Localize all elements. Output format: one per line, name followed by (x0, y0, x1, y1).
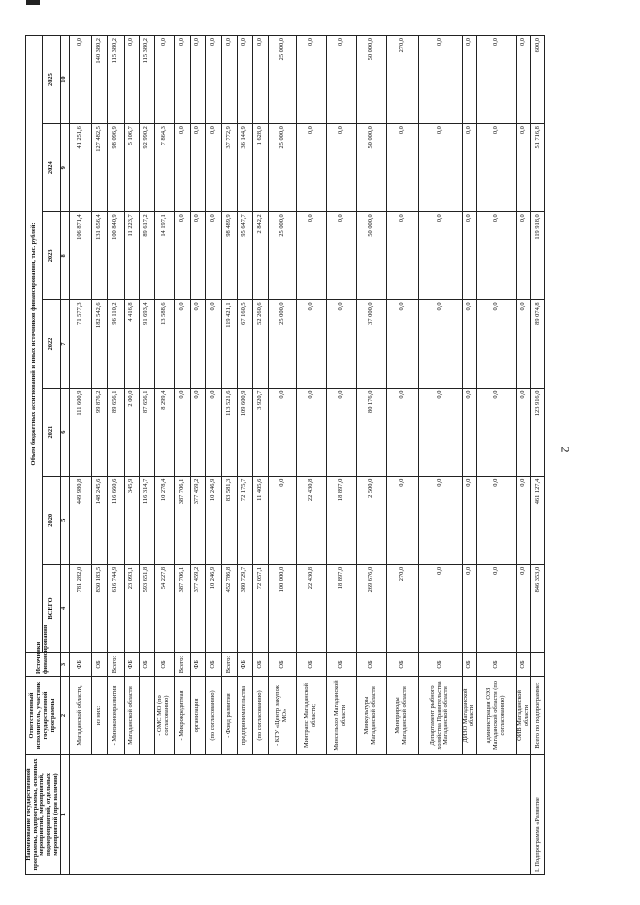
page-number: 2 (558, 446, 573, 453)
row-value: 0,0 (326, 124, 356, 212)
table-row (237, 36, 252, 875)
row-value: 72 175,7 (237, 476, 252, 564)
row-value: 71 577,3 (69, 300, 91, 388)
row-value: 0,0 (418, 388, 462, 476)
row-value: 0,0 (296, 300, 326, 388)
column-number: 6 (60, 388, 69, 476)
table-row (221, 36, 237, 875)
row-executor: ОИВ Магаданской области (517, 677, 531, 755)
subprogram-value: 89 074,8 (531, 300, 545, 388)
row-value: 0,0 (326, 388, 356, 476)
rotated-table-container (25, 35, 565, 875)
row-value: 377 459,2 (190, 564, 205, 652)
row-value: 0,0 (386, 476, 418, 564)
row-value: 830 183,5 (91, 564, 107, 652)
row-value: 54 227,8 (154, 564, 174, 652)
table-row (69, 36, 91, 875)
header-source: Источники финансирования (26, 653, 61, 677)
row-executor: - Минэкономразвития (107, 677, 124, 755)
row-value: 3 920,7 (252, 388, 268, 476)
row-value: 616 744,9 (107, 564, 124, 652)
row-source: ФБ (124, 653, 139, 677)
row-source: ОБ (268, 653, 296, 677)
table-row (517, 36, 531, 875)
row-executor: Минсельхоз Магаданской области (326, 677, 356, 755)
row-value: 18 897,0 (326, 564, 356, 652)
row-value: 0,0 (205, 388, 221, 476)
table-row (296, 36, 326, 875)
row-source: ФБ (69, 653, 91, 677)
row-value: 119 421,1 (221, 300, 237, 388)
subprogram-value: 846 353,0 (531, 564, 545, 652)
row-value: 387 706,1 (174, 564, 190, 652)
row-value: 0,0 (252, 36, 268, 124)
row-source: ОБ (326, 653, 356, 677)
row-executor: Минтрапс Магаданской области; (296, 677, 326, 755)
subprogram-value: 123 916,0 (531, 388, 545, 476)
row-value: 50 000,0 (356, 36, 386, 124)
row-value: 89 617,2 (139, 212, 154, 300)
row-value: 140 380,2 (91, 36, 107, 124)
row-value: 0,0 (517, 564, 531, 652)
row-value: 0,0 (517, 388, 531, 476)
row-value: 80 176,0 (356, 388, 386, 476)
row-value: 0,0 (124, 36, 139, 124)
scan-mark (26, 0, 40, 5)
row-value: 0,0 (69, 36, 91, 124)
row-value: 0,0 (477, 300, 517, 388)
row-value: 25 000,0 (268, 212, 296, 300)
row-value: 2 842,2 (252, 212, 268, 300)
row-value: 0,0 (462, 36, 476, 124)
table-row (124, 36, 139, 875)
row-source: ОБ (418, 653, 462, 677)
row-value: 0,0 (174, 36, 190, 124)
row-value: 37 772,9 (221, 124, 237, 212)
row-value: 377 459,2 (190, 476, 205, 564)
row-value: 2 00,0 (124, 388, 139, 476)
table-row (386, 36, 418, 875)
row-executor: Департамент рыбного хозяйства Правительства Магаданской области (418, 677, 462, 755)
row-value: 131 656,4 (91, 212, 107, 300)
row-value: 0,0 (386, 124, 418, 212)
table-row (154, 36, 174, 875)
row-source: ОБ (356, 653, 386, 677)
row-value: 0,0 (174, 388, 190, 476)
row-value: 89 656,1 (107, 388, 124, 476)
row-value: 8 299,4 (154, 388, 174, 476)
row-value: 0,0 (517, 212, 531, 300)
row-value: 452 786,8 (221, 564, 237, 652)
subprogram-value: 461 127,4 (531, 476, 545, 564)
header-year: 2020 (43, 476, 60, 564)
row-value: 115 380,2 (139, 36, 154, 124)
row-value: 0,0 (477, 388, 517, 476)
subprogram-executor: Всего по подпрограмме: (531, 677, 545, 755)
table-row (462, 36, 476, 875)
row-value: 127 482,5 (91, 124, 107, 212)
row-value: 0,0 (462, 388, 476, 476)
row-executor: предпринимательства (237, 677, 252, 755)
row-source: ОБ (205, 653, 221, 677)
row-value: 0,0 (517, 124, 531, 212)
row-value: 593 651,8 (139, 564, 154, 652)
row-value: 0,0 (477, 212, 517, 300)
row-value: 0,0 (205, 124, 221, 212)
row-value: 781 282,0 (69, 564, 91, 652)
subprogram-value: 119 918,0 (531, 212, 545, 300)
row-value: 270,0 (386, 564, 418, 652)
table-row (356, 36, 386, 875)
row-value: 0,0 (462, 300, 476, 388)
row-value: 0,0 (326, 300, 356, 388)
header-year: 2022 (43, 300, 60, 388)
row-value: 11 223,7 (124, 212, 139, 300)
row-value: 98 489,9 (221, 212, 237, 300)
subprogram-total-row (531, 36, 545, 875)
row-value: 116 314,7 (139, 476, 154, 564)
row-value: 23 093,1 (124, 564, 139, 652)
row-value: 0,0 (418, 212, 462, 300)
row-value: 83 581,3 (221, 476, 237, 564)
row-value: 0,0 (418, 124, 462, 212)
row-source: Всего: (221, 653, 237, 677)
row-value: 52 260,6 (252, 300, 268, 388)
row-value: 25 000,0 (268, 300, 296, 388)
row-source: Всего: (174, 653, 190, 677)
row-value: 0,0 (296, 212, 326, 300)
column-numbers-row (60, 36, 69, 875)
row-value: 0,0 (154, 36, 174, 124)
row-value: 2 500,0 (356, 476, 386, 564)
table-row (190, 36, 205, 875)
table-row (205, 36, 221, 875)
row-value: 0,0 (517, 36, 531, 124)
table-row (107, 36, 124, 875)
row-source: ОБ (154, 653, 174, 677)
row-source: Всего: (107, 653, 124, 677)
row-executor: Магаданской области (124, 677, 139, 755)
row-value: 0,0 (418, 36, 462, 124)
subprogram-source (531, 653, 545, 677)
row-value: 0,0 (174, 300, 190, 388)
row-value: 10 246,9 (205, 476, 221, 564)
table-row (252, 36, 268, 875)
header-executor: Ответственный исполнитель, участник государственной программы (26, 677, 61, 755)
row-executor: администрация ОЭЗ Магаданской области (по согласованию) (477, 677, 517, 755)
row-value: 14 197,1 (154, 212, 174, 300)
column-number: 4 (60, 564, 69, 652)
row-value: 0,0 (462, 124, 476, 212)
column-number: 3 (60, 653, 69, 677)
header-total: ВСЕГО (43, 564, 60, 652)
row-value: 148 245,6 (91, 476, 107, 564)
row-name-cell (69, 755, 531, 875)
row-value: 0,0 (517, 300, 531, 388)
row-executor: - КГУ «Центр закупок МО» (268, 677, 296, 755)
row-value: 0,0 (386, 212, 418, 300)
row-value: 115 380,2 (107, 36, 124, 124)
row-value: 98 096,9 (107, 124, 124, 212)
row-value: 113 521,6 (221, 388, 237, 476)
row-value: 0,0 (477, 36, 517, 124)
row-value: 106 871,4 (69, 212, 91, 300)
row-value: 0,0 (221, 36, 237, 124)
row-executor: - Микрокредитная (174, 677, 190, 755)
row-executor: Минприроды Магаданской области (386, 677, 418, 755)
row-value: 0,0 (462, 564, 476, 652)
row-executor (139, 677, 154, 755)
row-value: 269 676,0 (356, 564, 386, 652)
row-source: ОБ (386, 653, 418, 677)
row-value: 0,0 (326, 212, 356, 300)
row-source: ОБ (517, 653, 531, 677)
row-value: 109 600,9 (237, 388, 252, 476)
row-value: 0,0 (205, 212, 221, 300)
table-row (326, 36, 356, 875)
row-value: 387 706,1 (174, 476, 190, 564)
row-value: 72 057,1 (252, 564, 268, 652)
row-value: 0,0 (268, 388, 296, 476)
row-executor: - Фонд развития (221, 677, 237, 755)
column-number: 2 (60, 677, 69, 755)
column-number: 7 (60, 300, 69, 388)
row-source: ОБ (252, 653, 268, 677)
row-value: 67 160,5 (237, 300, 252, 388)
row-value: 0,0 (517, 476, 531, 564)
row-value: 0,0 (205, 36, 221, 124)
row-executor: (по согласованию) (205, 677, 221, 755)
table-row (477, 36, 517, 875)
row-value: 37 000,0 (356, 300, 386, 388)
row-value: 0,0 (190, 388, 205, 476)
row-value: 0,0 (462, 212, 476, 300)
row-value: 4 416,8 (124, 300, 139, 388)
table-row (418, 36, 462, 875)
header-year: 2021 (43, 388, 60, 476)
row-value: 7 864,3 (154, 124, 174, 212)
row-value: 0,0 (386, 300, 418, 388)
row-value: 1 628,0 (252, 124, 268, 212)
row-value: 0,0 (205, 300, 221, 388)
row-source: ФБ (237, 653, 252, 677)
row-value: 22 430,8 (296, 564, 326, 652)
row-source: ОБ (296, 653, 326, 677)
row-value: 25 000,0 (268, 124, 296, 212)
row-executor: - ОМС МО (по согласованию) (154, 677, 174, 755)
row-value: 5 106,7 (124, 124, 139, 212)
row-value: 22 430,8 (296, 476, 326, 564)
row-value: 96 110,2 (107, 300, 124, 388)
row-value: 0,0 (190, 124, 205, 212)
row-value: 10 278,4 (154, 476, 174, 564)
row-source: ОБ (139, 653, 154, 677)
row-value: 41 251,6 (69, 124, 91, 212)
row-value: 25 000,0 (268, 36, 296, 124)
row-value: 10 246,9 (205, 564, 221, 652)
row-source: ФБ (190, 653, 205, 677)
column-number: 9 (60, 124, 69, 212)
row-value: 0,0 (237, 36, 252, 124)
column-number: 8 (60, 212, 69, 300)
row-value: 92 990,2 (139, 124, 154, 212)
row-executor: ДИЗО Магаданской области (462, 677, 476, 755)
row-value: 11 405,6 (252, 476, 268, 564)
row-value: 182 542,6 (91, 300, 107, 388)
row-executor: Магаданской области, (69, 677, 91, 755)
row-value: 0,0 (418, 476, 462, 564)
row-value: 0,0 (477, 564, 517, 652)
row-value: 36 144,9 (237, 124, 252, 212)
header-year: 2024 (43, 124, 60, 212)
subprogram-name: I. Подпрограмма «Развитие (531, 755, 545, 875)
row-value: 0,0 (190, 300, 205, 388)
column-number: 1 (60, 755, 69, 875)
row-value: 50 000,0 (356, 124, 386, 212)
row-value: 0,0 (477, 476, 517, 564)
row-value: 111 600,9 (69, 388, 91, 476)
header-year: 2025 (43, 36, 60, 124)
row-value: 0,0 (268, 476, 296, 564)
row-value: 0,0 (418, 300, 462, 388)
row-value: 0,0 (296, 388, 326, 476)
row-value: 99 876,2 (91, 388, 107, 476)
row-value: 0,0 (174, 124, 190, 212)
row-source: ОБ (91, 653, 107, 677)
row-value: 0,0 (296, 124, 326, 212)
row-value: 116 660,6 (107, 476, 124, 564)
row-value: 50 000,0 (356, 212, 386, 300)
row-value: 87 656,1 (139, 388, 154, 476)
row-value: 0,0 (326, 36, 356, 124)
row-source: ОБ (477, 653, 517, 677)
row-source: ОБ (462, 653, 476, 677)
subprogram-value: 600,0 (531, 36, 545, 124)
column-number: 10 (60, 36, 69, 124)
header-year: 2023 (43, 212, 60, 300)
financing-table (25, 35, 545, 875)
row-value: 0,0 (174, 212, 190, 300)
column-number: 5 (60, 476, 69, 564)
row-value: 0,0 (190, 36, 205, 124)
row-executor: организация (190, 677, 205, 755)
row-value: 0,0 (386, 388, 418, 476)
row-value: 18 897,0 (326, 476, 356, 564)
row-value: 0,0 (462, 476, 476, 564)
row-value: 0,0 (418, 564, 462, 652)
table-row (91, 36, 107, 875)
table-body (69, 36, 545, 875)
row-value: 345,9 (124, 476, 139, 564)
row-value: 100 000,0 (268, 564, 296, 652)
row-executor: из них: (91, 677, 107, 755)
row-value: 380 729,7 (237, 564, 252, 652)
table-row (268, 36, 296, 875)
row-value: 100 840,9 (107, 212, 124, 300)
subprogram-value: 51 716,8 (531, 124, 545, 212)
row-executor: (по согласованию) (252, 677, 268, 755)
row-value: 0,0 (190, 212, 205, 300)
row-value: 0,0 (296, 36, 326, 124)
row-value: 449 980,8 (69, 476, 91, 564)
row-value: 270,0 (386, 36, 418, 124)
table-row (174, 36, 190, 875)
row-value: 0,0 (477, 124, 517, 212)
header-group: Объем бюджетных ассигнований и иных источников финансирования, тыс. рублей: (26, 36, 43, 653)
table-row (139, 36, 154, 875)
header-name: Наименование государственной программы, подпрограммы, основных мероприятий, мероприятий, подмероприятий, отдельных мероприятий (при наличии) (26, 755, 61, 875)
row-value: 95 647,7 (237, 212, 252, 300)
row-value: 13 588,6 (154, 300, 174, 388)
row-value: 91 693,4 (139, 300, 154, 388)
row-executor: Минкультуры Магаданской области (356, 677, 386, 755)
